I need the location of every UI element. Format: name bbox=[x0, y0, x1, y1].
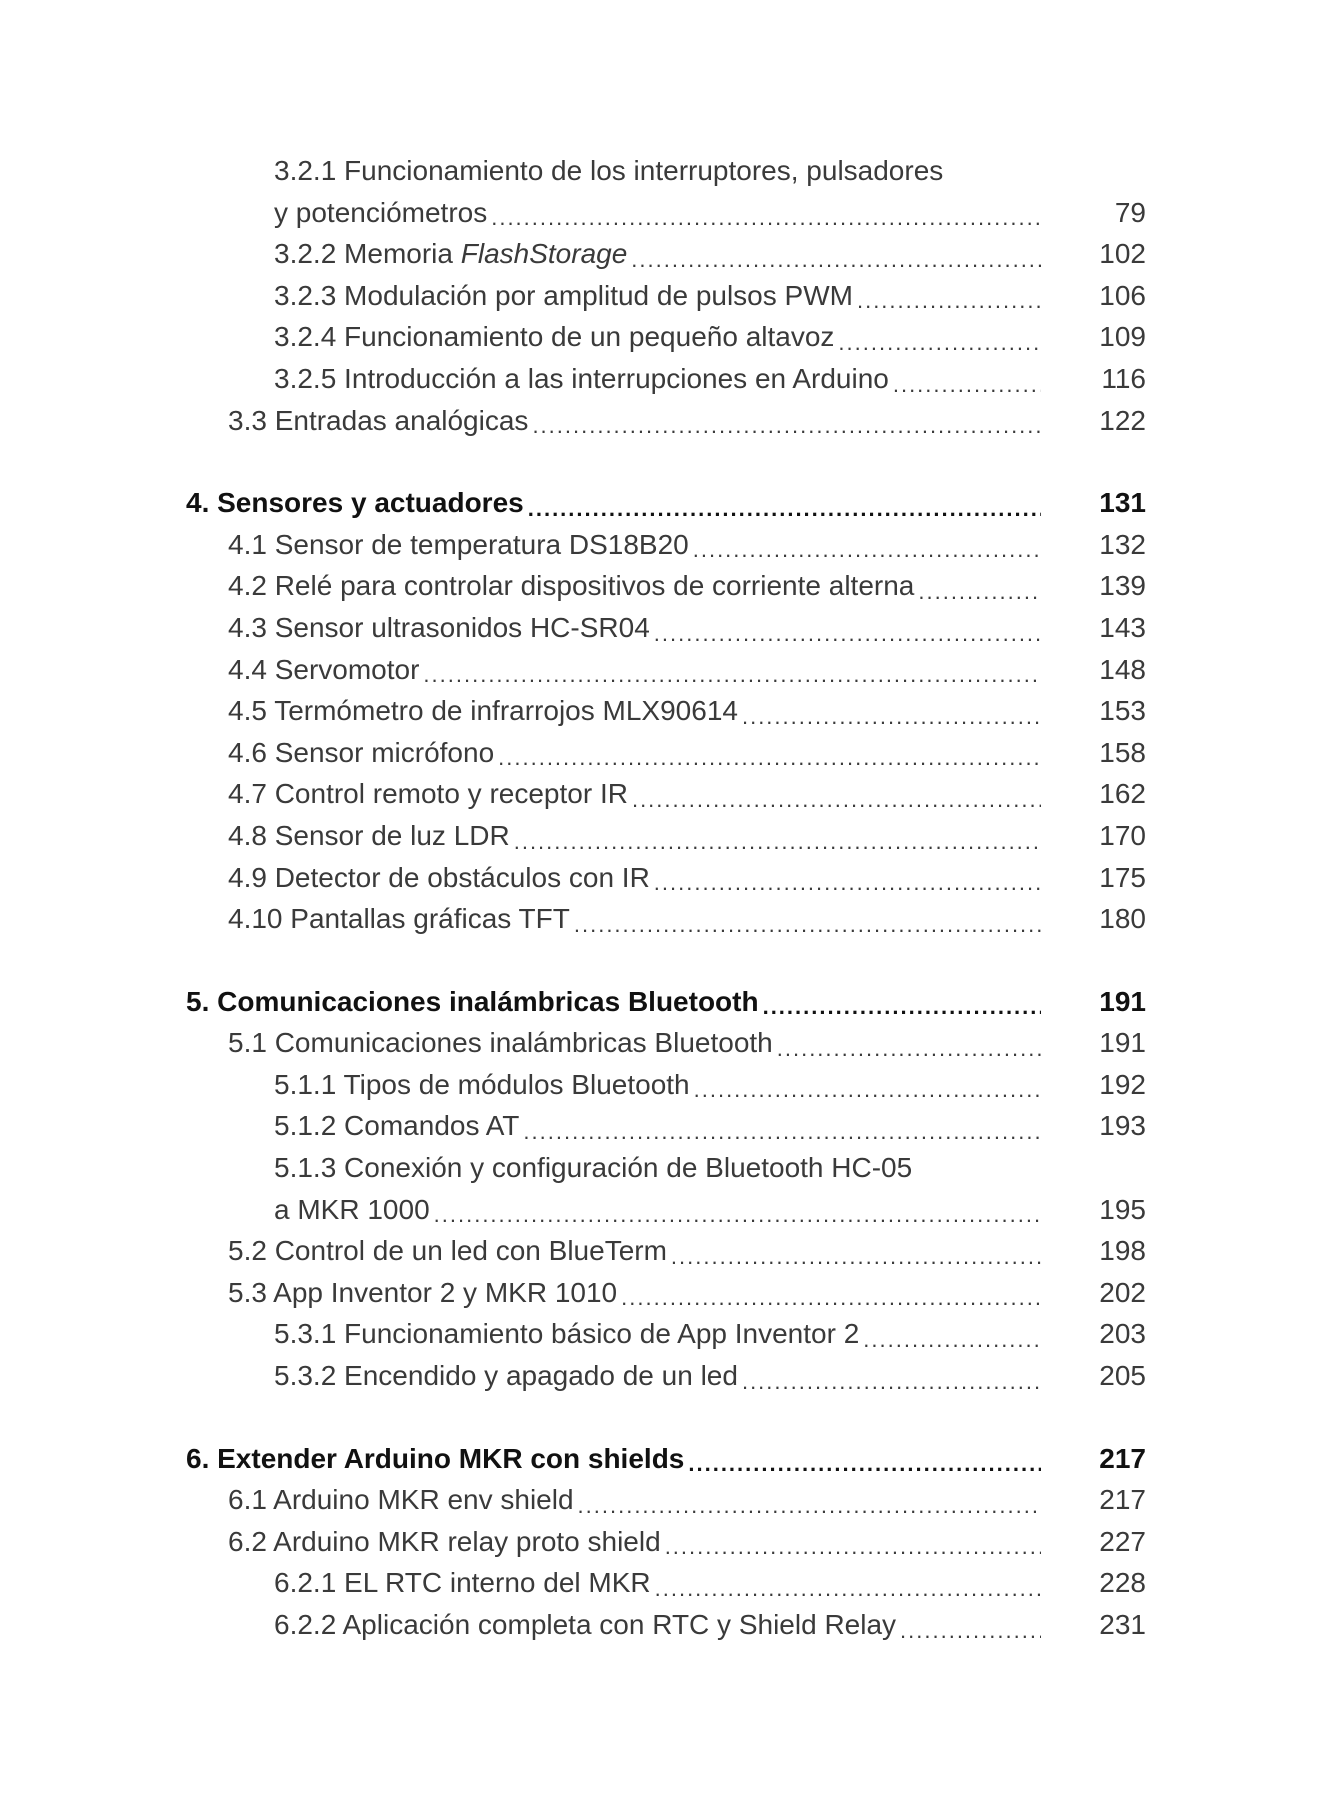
toc-entry bbox=[186, 857, 1146, 899]
toc-chapter-title: 6. Extender Arduino MKR con shields bbox=[186, 1442, 685, 1474]
toc-entry-title: 4.1 Sensor de temperatura DS18B20 bbox=[228, 528, 689, 560]
toc-entry bbox=[186, 1105, 1146, 1147]
toc-entry-title: a MKR 1000 bbox=[274, 1193, 430, 1225]
leader-dots bbox=[693, 524, 1041, 566]
toc-entry-title: 3.2.1 Funcionamiento de los interruptores, pulsadores bbox=[274, 155, 944, 186]
toc-entry bbox=[186, 358, 1146, 400]
toc-entry-title: 4.2 Relé para controlar dispositivos de corriente alterna bbox=[228, 570, 915, 602]
toc-entry-page: 175 bbox=[1099, 861, 1146, 893]
toc-entry-page: 162 bbox=[1099, 778, 1146, 810]
leader-dots bbox=[532, 400, 1041, 442]
toc-entry-title: 5.3.2 Encendido y apagado de un led bbox=[274, 1360, 738, 1392]
leader-dots bbox=[423, 649, 1041, 691]
toc-entry-title: 4.6 Sensor micrófono bbox=[228, 736, 495, 768]
toc-entry-page: 227 bbox=[1099, 1525, 1146, 1557]
leader-dots bbox=[514, 815, 1041, 857]
leader-dots bbox=[893, 358, 1041, 400]
toc-entry bbox=[186, 1272, 1146, 1314]
toc-entry bbox=[186, 565, 1146, 607]
toc-entry-page: 228 bbox=[1099, 1567, 1146, 1599]
toc-entry-page: 106 bbox=[1099, 279, 1146, 311]
toc-entry bbox=[186, 1521, 1146, 1563]
toc-entry-page: 217 bbox=[1099, 1484, 1146, 1516]
toc-entry-title: 6.2.2 Aplicación completa con RTC y Shield Relay bbox=[274, 1609, 897, 1640]
toc-entry-title: 6.2.1 EL RTC interno del MKR bbox=[274, 1567, 651, 1599]
toc-entry-page: 79 bbox=[1114, 196, 1146, 228]
leader-dots bbox=[654, 857, 1041, 899]
toc-chapter-page: 131 bbox=[1099, 487, 1146, 519]
toc-entry bbox=[186, 233, 1146, 275]
toc-entry-page: 148 bbox=[1099, 653, 1146, 685]
toc-entry bbox=[186, 732, 1146, 774]
toc-entry-title: 6.2 Arduino MKR relay proto shield bbox=[228, 1525, 661, 1557]
toc-entry-page: 158 bbox=[1099, 736, 1146, 768]
toc-entry-title-italic: FlashStorage bbox=[460, 238, 628, 270]
toc-entry-title: 4.10 Pantallas gráficas TFT bbox=[228, 903, 570, 935]
toc-entry bbox=[186, 1022, 1146, 1064]
toc-entry bbox=[186, 773, 1146, 815]
toc-entry bbox=[186, 690, 1146, 732]
toc-entry bbox=[186, 1147, 1146, 1189]
toc-entry bbox=[186, 316, 1146, 358]
leader-dots bbox=[665, 1521, 1041, 1563]
leader-dots bbox=[498, 732, 1041, 774]
toc-entry-title: 5.1.3 Conexión y configuración de Bluetooth HC-05 bbox=[274, 1152, 913, 1184]
leader-dots bbox=[763, 981, 1041, 1023]
toc-entry-page: 203 bbox=[1099, 1318, 1146, 1350]
toc-entry bbox=[186, 898, 1146, 940]
toc-entry-page: 153 bbox=[1099, 695, 1146, 727]
toc-entry bbox=[186, 607, 1146, 649]
toc-entry bbox=[186, 1189, 1146, 1231]
leader-dots bbox=[434, 1189, 1041, 1231]
table-of-contents bbox=[186, 150, 1146, 1646]
toc-entry-title: 3.2.5 Introducción a las interrupciones en Arduino bbox=[274, 362, 889, 394]
toc-chapter-title: 5. Comunicaciones inalámbricas Bluetooth bbox=[186, 985, 759, 1017]
leader-dots bbox=[491, 192, 1041, 234]
toc-entry bbox=[186, 524, 1146, 566]
toc-entry-title: 3.3 Entradas analógicas bbox=[228, 404, 529, 436]
toc-entry-title: 3.2.2 Memoria FlashStorage bbox=[274, 238, 628, 270]
toc-entry-title: 5.1 Comunicaciones inalámbricas Bluetooth bbox=[228, 1027, 773, 1059]
leader-dots bbox=[742, 1355, 1041, 1397]
leader-dots bbox=[918, 565, 1041, 607]
toc-entry-page: 231 bbox=[1099, 1609, 1146, 1640]
leader-dots bbox=[528, 482, 1041, 524]
toc-chapter-page: 217 bbox=[1099, 1442, 1146, 1474]
toc-entry bbox=[186, 1230, 1146, 1272]
toc-chapter-title: 4. Sensores y actuadores bbox=[186, 487, 524, 519]
leader-dots bbox=[632, 773, 1041, 815]
toc-entry bbox=[186, 1562, 1146, 1604]
toc-entry-title: 5.1.2 Comandos AT bbox=[274, 1110, 520, 1142]
toc-entry-page: 198 bbox=[1099, 1235, 1146, 1267]
toc-entry-title: 6.1 Arduino MKR env shield bbox=[228, 1484, 574, 1516]
toc-entry bbox=[186, 150, 1146, 192]
toc-entry-title: 5.3.1 Funcionamiento básico de App Inventor 2 bbox=[274, 1318, 860, 1350]
leader-dots bbox=[523, 1105, 1041, 1147]
toc-entry bbox=[186, 1313, 1146, 1355]
toc-entry bbox=[186, 815, 1146, 857]
leader-dots bbox=[838, 316, 1041, 358]
toc-entry-title: 4.4 Servomotor bbox=[228, 653, 420, 685]
toc-entry-page: 192 bbox=[1099, 1068, 1146, 1100]
toc-entry-page: 109 bbox=[1099, 321, 1146, 353]
toc-entry-title: 5.2 Control de un led con BlueTerm bbox=[228, 1235, 667, 1267]
toc-entry bbox=[186, 1064, 1146, 1106]
toc-entry-page: 132 bbox=[1099, 528, 1146, 560]
toc-chapter-page: 191 bbox=[1099, 985, 1146, 1017]
toc-entry-title: 4.9 Detector de obstáculos con IR bbox=[228, 861, 650, 893]
toc-chapter bbox=[186, 981, 1146, 1023]
leader-dots bbox=[574, 898, 1041, 940]
toc-entry-title: y potenciómetros bbox=[274, 196, 488, 228]
leader-dots bbox=[857, 275, 1041, 317]
toc-entry-page: 116 bbox=[1101, 362, 1146, 394]
toc-entry bbox=[186, 1355, 1146, 1397]
toc-entry-page: 143 bbox=[1099, 611, 1146, 643]
toc-entry-title: 4.7 Control remoto y receptor IR bbox=[228, 778, 628, 810]
toc-entry bbox=[186, 1604, 1146, 1646]
toc-entry bbox=[186, 192, 1146, 234]
toc-entry-page: 122 bbox=[1099, 404, 1146, 436]
leader-dots bbox=[671, 1230, 1041, 1272]
toc-entry-page: 170 bbox=[1099, 819, 1146, 851]
leader-dots bbox=[777, 1022, 1041, 1064]
toc-entry-page: 195 bbox=[1099, 1193, 1146, 1225]
leader-dots bbox=[631, 233, 1041, 275]
leader-dots bbox=[688, 1438, 1041, 1480]
leader-dots bbox=[578, 1479, 1041, 1521]
toc-entry bbox=[186, 275, 1146, 317]
leader-dots bbox=[742, 690, 1041, 732]
leader-dots bbox=[863, 1313, 1041, 1355]
toc-entry-title: 4.8 Sensor de luz LDR bbox=[228, 819, 510, 851]
toc-entry-page: 191 bbox=[1099, 1027, 1146, 1059]
toc-entry-page: 193 bbox=[1099, 1110, 1146, 1142]
toc-chapter bbox=[186, 1438, 1146, 1480]
leader-dots bbox=[654, 607, 1041, 649]
leader-dots bbox=[900, 1604, 1041, 1646]
toc-entry-title: 4.3 Sensor ultrasonidos HC-SR04 bbox=[228, 611, 650, 643]
toc-entry-title: 5.1.1 Tipos de módulos Bluetooth bbox=[274, 1068, 690, 1100]
toc-entry-page: 202 bbox=[1099, 1276, 1146, 1308]
toc-entry bbox=[186, 400, 1146, 442]
toc-entry bbox=[186, 649, 1146, 691]
leader-dots bbox=[655, 1562, 1041, 1604]
toc-entry-title: 3.2.4 Funcionamiento de un pequeño altavoz bbox=[274, 321, 835, 353]
toc-entry-page: 180 bbox=[1099, 903, 1146, 935]
toc-entry-title: 4.5 Termómetro de infrarrojos MLX90614 bbox=[228, 695, 738, 727]
toc-chapter bbox=[186, 482, 1146, 524]
toc-entry-title: 5.3 App Inventor 2 y MKR 1010 bbox=[228, 1276, 618, 1308]
leader-dots bbox=[694, 1064, 1041, 1106]
toc-entry-page: 205 bbox=[1099, 1360, 1146, 1392]
leader-dots bbox=[621, 1272, 1041, 1314]
toc-entry bbox=[186, 1479, 1146, 1521]
toc-entry-page: 139 bbox=[1099, 570, 1146, 602]
toc-entry-title: 3.2.3 Modulación por amplitud de pulsos PWM bbox=[274, 279, 853, 311]
toc-entry-page: 102 bbox=[1099, 238, 1146, 270]
